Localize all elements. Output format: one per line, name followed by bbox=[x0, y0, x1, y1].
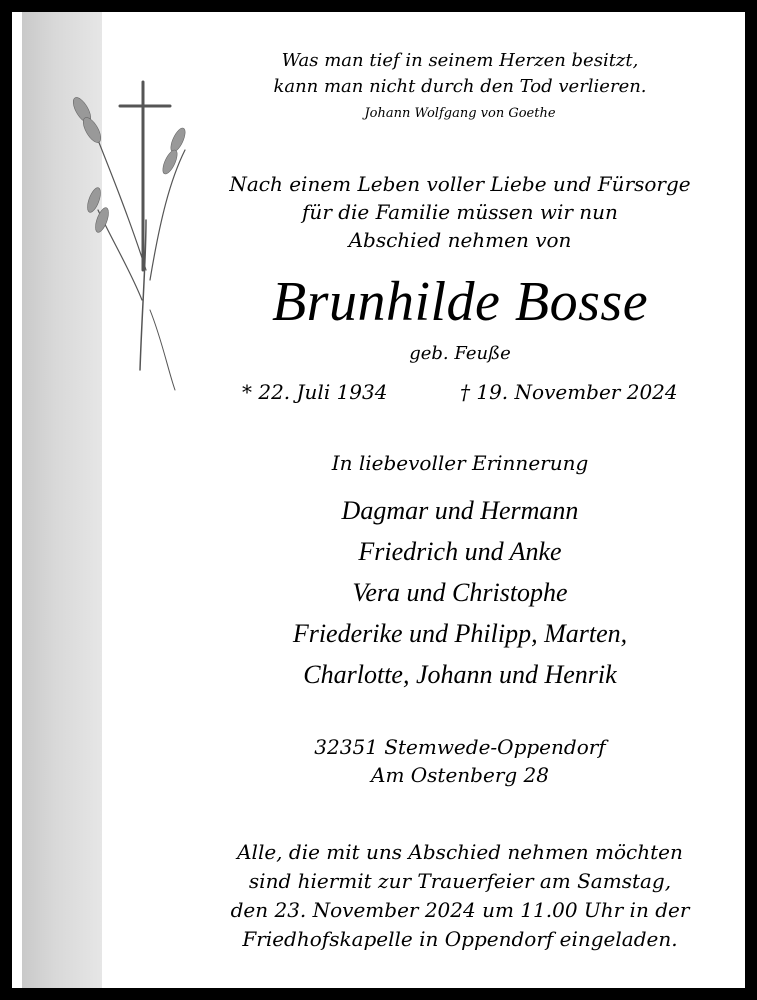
notice-line: Alle, die mit uns Abschied nehmen möchten bbox=[237, 840, 683, 864]
notice-line: sind hiermit zur Trauerfeier am Samstag, bbox=[248, 869, 672, 893]
notice-line: Friedhofskapelle in Oppendorf eingeladen. bbox=[242, 927, 678, 951]
memory-line: In liebevoller Erinnerung bbox=[331, 451, 589, 475]
family-line: Charlotte, Johann und Henrik bbox=[303, 660, 617, 689]
address-line-2: Am Ostenberg 28 bbox=[371, 763, 549, 787]
cross-with-wheat-icon bbox=[50, 70, 200, 400]
family-line: Friederike und Philipp, Marten, bbox=[292, 619, 628, 648]
family-line: Friedrich und Anke bbox=[358, 537, 562, 566]
life-dates bbox=[200, 380, 720, 408]
family-line: Dagmar und Hermann bbox=[341, 496, 579, 525]
family-line: Vera und Christophe bbox=[352, 578, 568, 607]
quote-line-1: Was man tief in seinem Herzen besitzt, bbox=[281, 50, 639, 71]
deceased-name: Brunhilde Bosse bbox=[271, 271, 649, 333]
address-line-1: 32351 Stemwede-Oppendorf bbox=[314, 735, 606, 759]
maiden-name: geb. Feuße bbox=[409, 343, 511, 364]
quote-author: Johann Wolfgang von Goethe bbox=[364, 106, 556, 121]
intro-line-1: Nach einem Leben voller Liebe und Fürsorge bbox=[229, 172, 691, 196]
quote-line-2: kann man nicht durch den Tod verlieren. bbox=[273, 76, 647, 97]
birth-date: * 22. Juli 1934 bbox=[242, 380, 388, 404]
notice-line: den 23. November 2024 um 11.00 Uhr in der bbox=[230, 898, 690, 922]
intro-line-3: Abschied nehmen von bbox=[348, 228, 572, 252]
intro-line-2: für die Familie müssen wir nun bbox=[302, 200, 618, 224]
death-date: † 19. November 2024 bbox=[460, 380, 678, 404]
